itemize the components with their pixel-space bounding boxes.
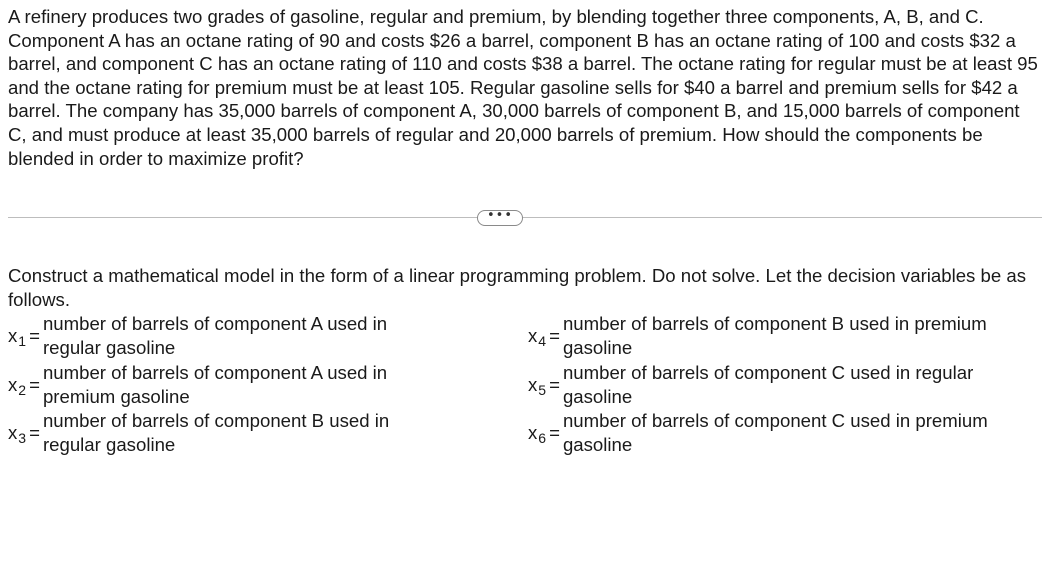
variable-subscript: 5 [538, 381, 547, 398]
variables-column-left [8, 312, 428, 458]
equals-sign: = [29, 422, 40, 444]
variable-subscript: 2 [18, 381, 27, 398]
variable-definition [8, 312, 428, 361]
variable-subscript: 3 [18, 430, 27, 447]
variable-label [528, 422, 563, 447]
variable-description: number of barrels of component A used in premium gasoline [42, 361, 388, 407]
problem-statement: A refinery produces two grades of gasoline, regular and premium, by blending together three components, A, B, and C. Component A has an octane rating of 90 and costs $26 a barrel, component B has an octane rating of 100 and costs $32 a barrel, and component C has an octane rating of 110 and costs $38 a barrel. The octane rating for regular must be at least 95 and the octane rating for premium must be at least 105. Regular gasoline sells for $40 a barrel and premium sells for $42 a barrel. The company has 35,000 barrels of component A, 30,000 barrels of component B, and 15,000 barrels of component C, and must produce at least 35,000 barrels of regular and 20,000 barrels of premium. How should the components be blended in order to maximize profit? [8, 6, 1038, 169]
variable-label [528, 325, 563, 350]
variable-label [8, 325, 43, 350]
variable-description: number of barrels of component B used in premium gasoline [562, 313, 987, 359]
variable-description: number of barrels of component C used in premium gasoline [562, 410, 988, 456]
variable-symbol: x [528, 373, 538, 395]
section-divider [8, 217, 1042, 218]
variable-label [528, 374, 563, 396]
variable-subscript: 6 [538, 430, 547, 447]
variable-subscript: 4 [538, 333, 547, 350]
variable-definition [8, 361, 428, 410]
variable-label [8, 374, 43, 396]
variable-symbol: x [8, 422, 18, 444]
variables-column-right [528, 312, 1028, 458]
equals-sign: = [29, 373, 40, 395]
variable-definition [528, 361, 1028, 410]
more-dots-icon: ••• [486, 207, 513, 223]
equals-sign: = [29, 325, 40, 347]
variable-symbol: x [8, 325, 18, 347]
equals-sign: = [549, 373, 560, 395]
equals-sign: = [549, 422, 560, 444]
variable-description: number of barrels of component B used in regular gasoline [42, 410, 390, 456]
instructions-text: Construct a mathematical model in the form of a linear programming problem. Do not solve. Let the decision variables be as follows. [8, 265, 1026, 310]
variable-label [8, 422, 43, 447]
variable-description: number of barrels of component A used in regular gasoline [42, 313, 388, 359]
variable-description: number of barrels of component C used in regular gasoline [562, 361, 974, 407]
variable-symbol: x [528, 325, 538, 347]
variable-definition [8, 409, 428, 458]
variable-symbol: x [8, 373, 18, 395]
variable-definition [528, 312, 1028, 361]
variable-symbol: x [528, 422, 538, 444]
expand-more-button[interactable] [477, 207, 523, 226]
variable-definition [528, 409, 1028, 458]
equals-sign: = [549, 325, 560, 347]
variable-subscript: 1 [18, 333, 27, 350]
